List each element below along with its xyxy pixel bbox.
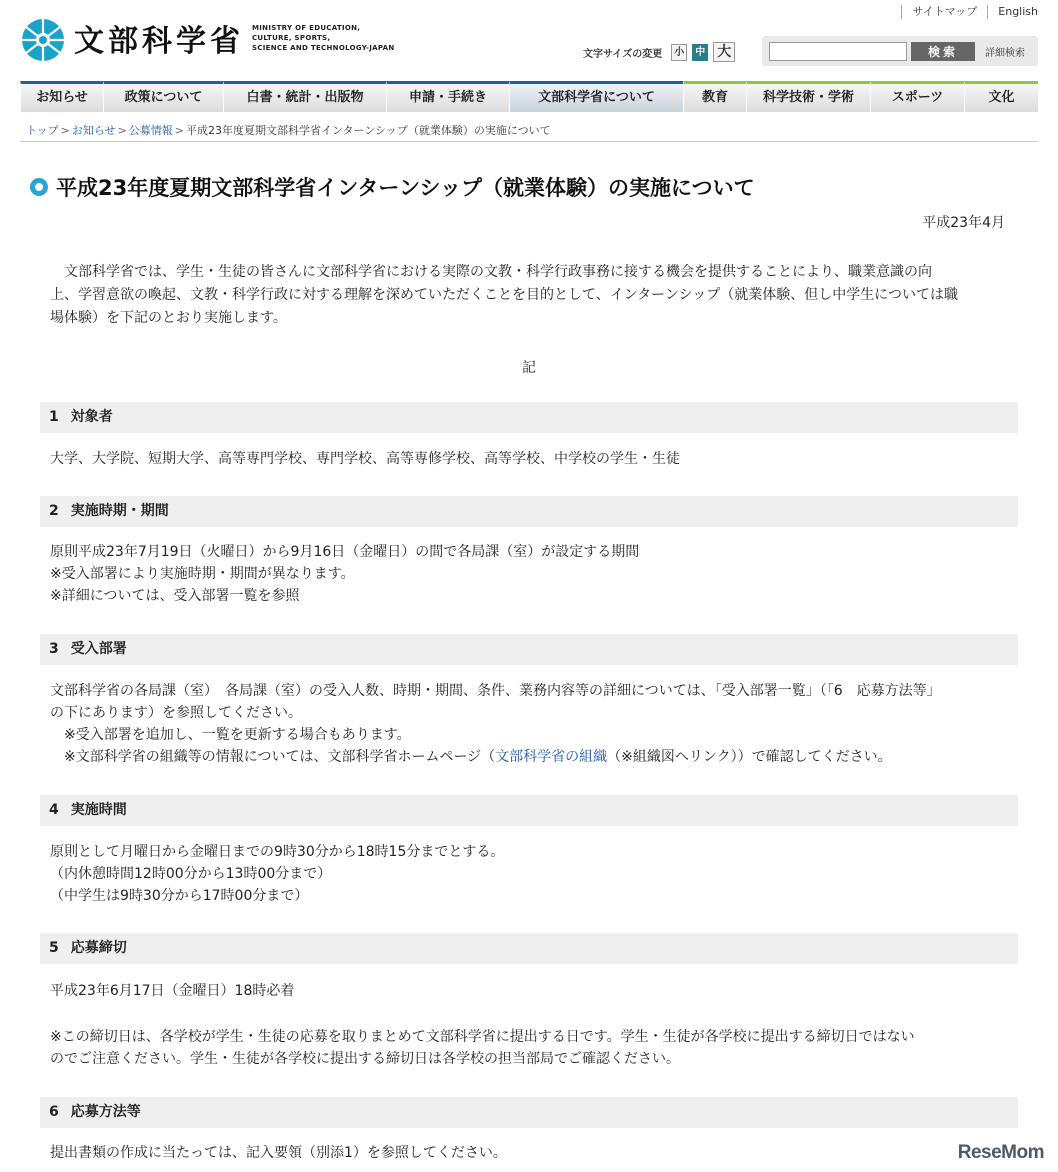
sitemap-link[interactable]: サイトマップ xyxy=(901,5,987,19)
nav-news[interactable]: お知らせ xyxy=(20,81,103,112)
font-large-button[interactable]: 大 xyxy=(713,42,735,62)
breadcrumb-recruitment[interactable]: 公募情報 xyxy=(128,124,173,137)
breadcrumb-current: 平成23年度夏期文部科学省インターンシップ（就業体験）の実施について xyxy=(186,124,551,137)
logo-text: 文部科学省 xyxy=(74,24,244,59)
section-body-4: 原則として月曜日から金曜日までの9時30分から18時15分までとする。 （内休憩時間12時00分から13時00分まで） （中学生は9時30分から17時00分まで） xyxy=(50,844,505,904)
breadcrumb: トップ > お知らせ > 公募情報 > 平成23年度夏期文部科学省インターンシップ（就業体験）の実施について xyxy=(26,124,551,137)
watermark-logo: ReseMom xyxy=(957,1142,1044,1163)
font-size-switcher xyxy=(583,42,735,62)
nav-science[interactable]: 科学技術・学術 xyxy=(746,81,870,112)
section-body-6: 提出書類の作成に当たっては、記入要領（別添1）を参照してください。 xyxy=(50,1145,507,1161)
section-heading-4: 4 実施時間 xyxy=(40,795,1018,826)
section-heading-1: 1 対象者 xyxy=(40,402,1018,433)
mext-organization-link[interactable]: 文部科学省の組織 xyxy=(495,749,608,765)
advanced-search-link[interactable]: 詳細検索 xyxy=(985,47,1025,59)
breadcrumb-news[interactable]: お知らせ xyxy=(71,124,116,137)
page-title-block xyxy=(30,172,755,202)
search-area xyxy=(762,36,1038,66)
divider xyxy=(20,141,1038,142)
search-input[interactable] xyxy=(769,42,907,61)
english-link[interactable]: English xyxy=(987,5,1038,19)
font-small-button[interactable]: 小 xyxy=(671,44,687,61)
search-button[interactable]: 検索 xyxy=(911,42,975,61)
page-title: 平成23年度夏期文部科学省インターンシップ（就業体験）の実施について xyxy=(56,176,755,200)
section-body-1: 大学、大学院、短期大学、高等専門学校、専門学校、高等専修学校、高等学校、中学校の学生・生徒 xyxy=(50,451,680,467)
publish-date: 平成23年4月 xyxy=(922,215,1005,231)
nav-about-mext[interactable]: 文部科学省について xyxy=(509,81,683,112)
nav-policy[interactable]: 政策について xyxy=(103,81,223,112)
global-nav xyxy=(20,81,1038,112)
section-heading-5: 5 応募締切 xyxy=(40,933,1018,964)
site-logo[interactable] xyxy=(18,10,395,66)
section-body-5: 平成23年6月17日（金曜日）18時必着 xyxy=(50,983,295,999)
intro-paragraph: 文部科学省では、学生・生徒の皆さんに文部科学省における実際の文教・科学行政事務に接する機会を提供することにより、職業意識の向 上、学習意欲の喚起、文教・科学行政に対する理解を深めていただくことを目的として、インターンシップ（就業体験、但し中学生については職 場体験）を下記のとおり実施します。 xyxy=(50,264,958,326)
section-heading-6: 6 応募方法等 xyxy=(40,1097,1018,1128)
nav-culture[interactable]: 文化 xyxy=(964,81,1038,112)
section-heading-2: 2 実施時期・期間 xyxy=(40,496,1018,527)
mext-emblem-icon xyxy=(18,10,68,66)
nav-whitepaper[interactable]: 白書・統計・出版物 xyxy=(223,81,386,112)
nav-education[interactable]: 教育 xyxy=(683,81,746,112)
font-size-label: 文字サイズの変更 xyxy=(583,48,663,60)
bullet-icon xyxy=(30,178,48,196)
ki-mark: 記 xyxy=(522,360,536,376)
utility-links xyxy=(901,5,1038,19)
font-medium-button[interactable]: 中 xyxy=(692,44,708,61)
breadcrumb-top[interactable]: トップ xyxy=(26,124,59,137)
logo-english: MINISTRY OF EDUCATION, CULTURE, SPORTS, SCIENCE AND TECHNOLOGY-JAPAN xyxy=(252,24,395,52)
section-heading-3: 3 受入部署 xyxy=(40,634,1018,665)
nav-applications[interactable]: 申請・手続き xyxy=(386,81,509,112)
section-note-5: ※この締切日は、各学校が学生・生徒の応募を取りまとめて文部科学省に提出する日です。学生・生徒が各学校に提出する締切日ではない のでご注意ください。学生・生徒が各学校に提出する締切日は各学校の担当部局でご確認ください。 xyxy=(50,1029,915,1067)
nav-sports[interactable]: スポーツ xyxy=(870,81,964,112)
section-body-3: 文部科学省の各局課（室） 各局課（室）の受入人数、時期・期間、条件、業務内容等の詳細については、「受入部署一覧」（「6 応募方法等」 の下にあります）を参照してください。 ※受入部署を追加し、一覧を更新する場合もあります。 ※文部科学省の組織等の情報については、文部科学省ホームページ（文部科学省の組織（※組織図へリンク））で確認してください。 xyxy=(50,683,941,765)
section-body-2: 原則平成23年7月19日（火曜日）から9月16日（金曜日）の間で各局課（室）が設定する期間 ※受入部署により実施時期・期間が異なります。 ※詳細については、受入部署一覧を参照 xyxy=(50,544,640,604)
